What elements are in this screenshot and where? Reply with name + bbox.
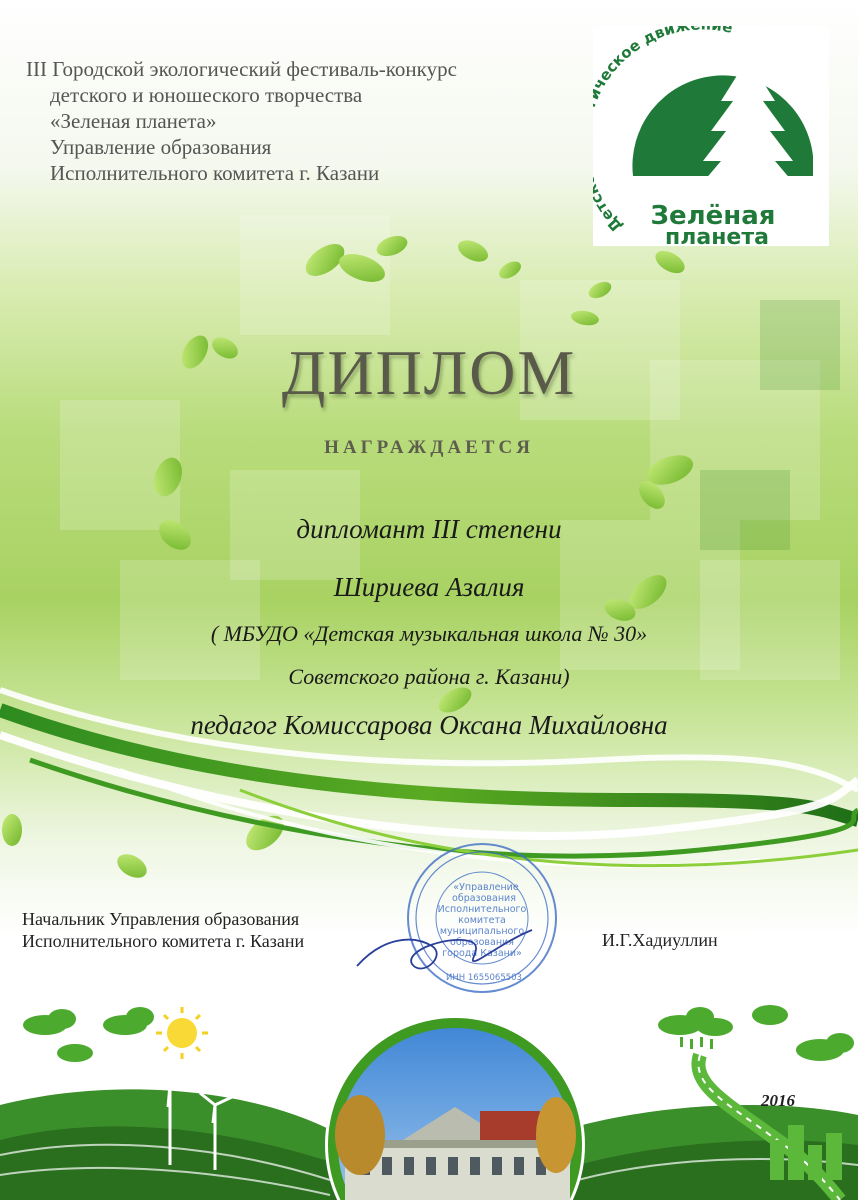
stamp-inn: ИНН 1655065503 (446, 973, 522, 983)
logo-name-line-1: Зелёная (650, 201, 776, 231)
rain-icon (680, 1037, 713, 1049)
header-line-3: «Зеленая планета» (50, 109, 217, 133)
header-line-1: III Городской экологический фестиваль-конкурс (26, 57, 457, 81)
header-line-4: Управление образования (50, 135, 272, 159)
signatory-title-line-2: Исполнительного комитета г. Казани (22, 931, 305, 951)
diploma-title: ДИПЛОМ (281, 337, 577, 408)
tree-logo-icon (593, 26, 829, 246)
signatory-title-line-1: Начальник Управления образования (22, 909, 300, 929)
stamp-line-7: города Казани» (442, 948, 522, 959)
bottom-eco-scene (0, 995, 858, 1200)
header-line-5: Исполнительного комитета г. Казани (50, 161, 380, 185)
diploma-year: 2016 (761, 1091, 795, 1110)
stamp-line-2: образования (452, 893, 516, 904)
stamp-seal-icon (352, 838, 582, 998)
header-line-2: детского и юношеского творчества (50, 83, 363, 107)
award-degree: дипломант III степени (296, 514, 562, 544)
stamp-line-3: Исполнительного (437, 904, 527, 915)
signatory-title (22, 908, 304, 952)
logo-arc-text: Дет еское движ е (593, 26, 735, 236)
signatory-name: И.Г.Хадиуллин (602, 930, 718, 950)
stamp-line-1: «Управление (453, 882, 519, 893)
official-stamp (352, 838, 582, 1003)
stamp-line-5: муниципального (439, 926, 525, 937)
recipient-name: Шириева Азалия (333, 572, 525, 602)
awarded-subtitle: НАГРАЖДАЕТСЯ (324, 437, 534, 458)
stamp-line-6: образования (450, 937, 514, 948)
logo-name-line-2: планета (665, 225, 769, 246)
stamp-line-4: комитета (458, 915, 506, 926)
teacher-name: педагог Комиссарова Оксана Михайловна (190, 710, 668, 740)
sun-icon (156, 1007, 208, 1059)
festival-header (26, 56, 586, 186)
green-planet-logo (593, 26, 829, 246)
organization-line-2: Советского района г. Казани) (288, 664, 570, 689)
organization-line-1: ( МБУДО «Детская музыкальная школа № 30» (210, 621, 648, 646)
